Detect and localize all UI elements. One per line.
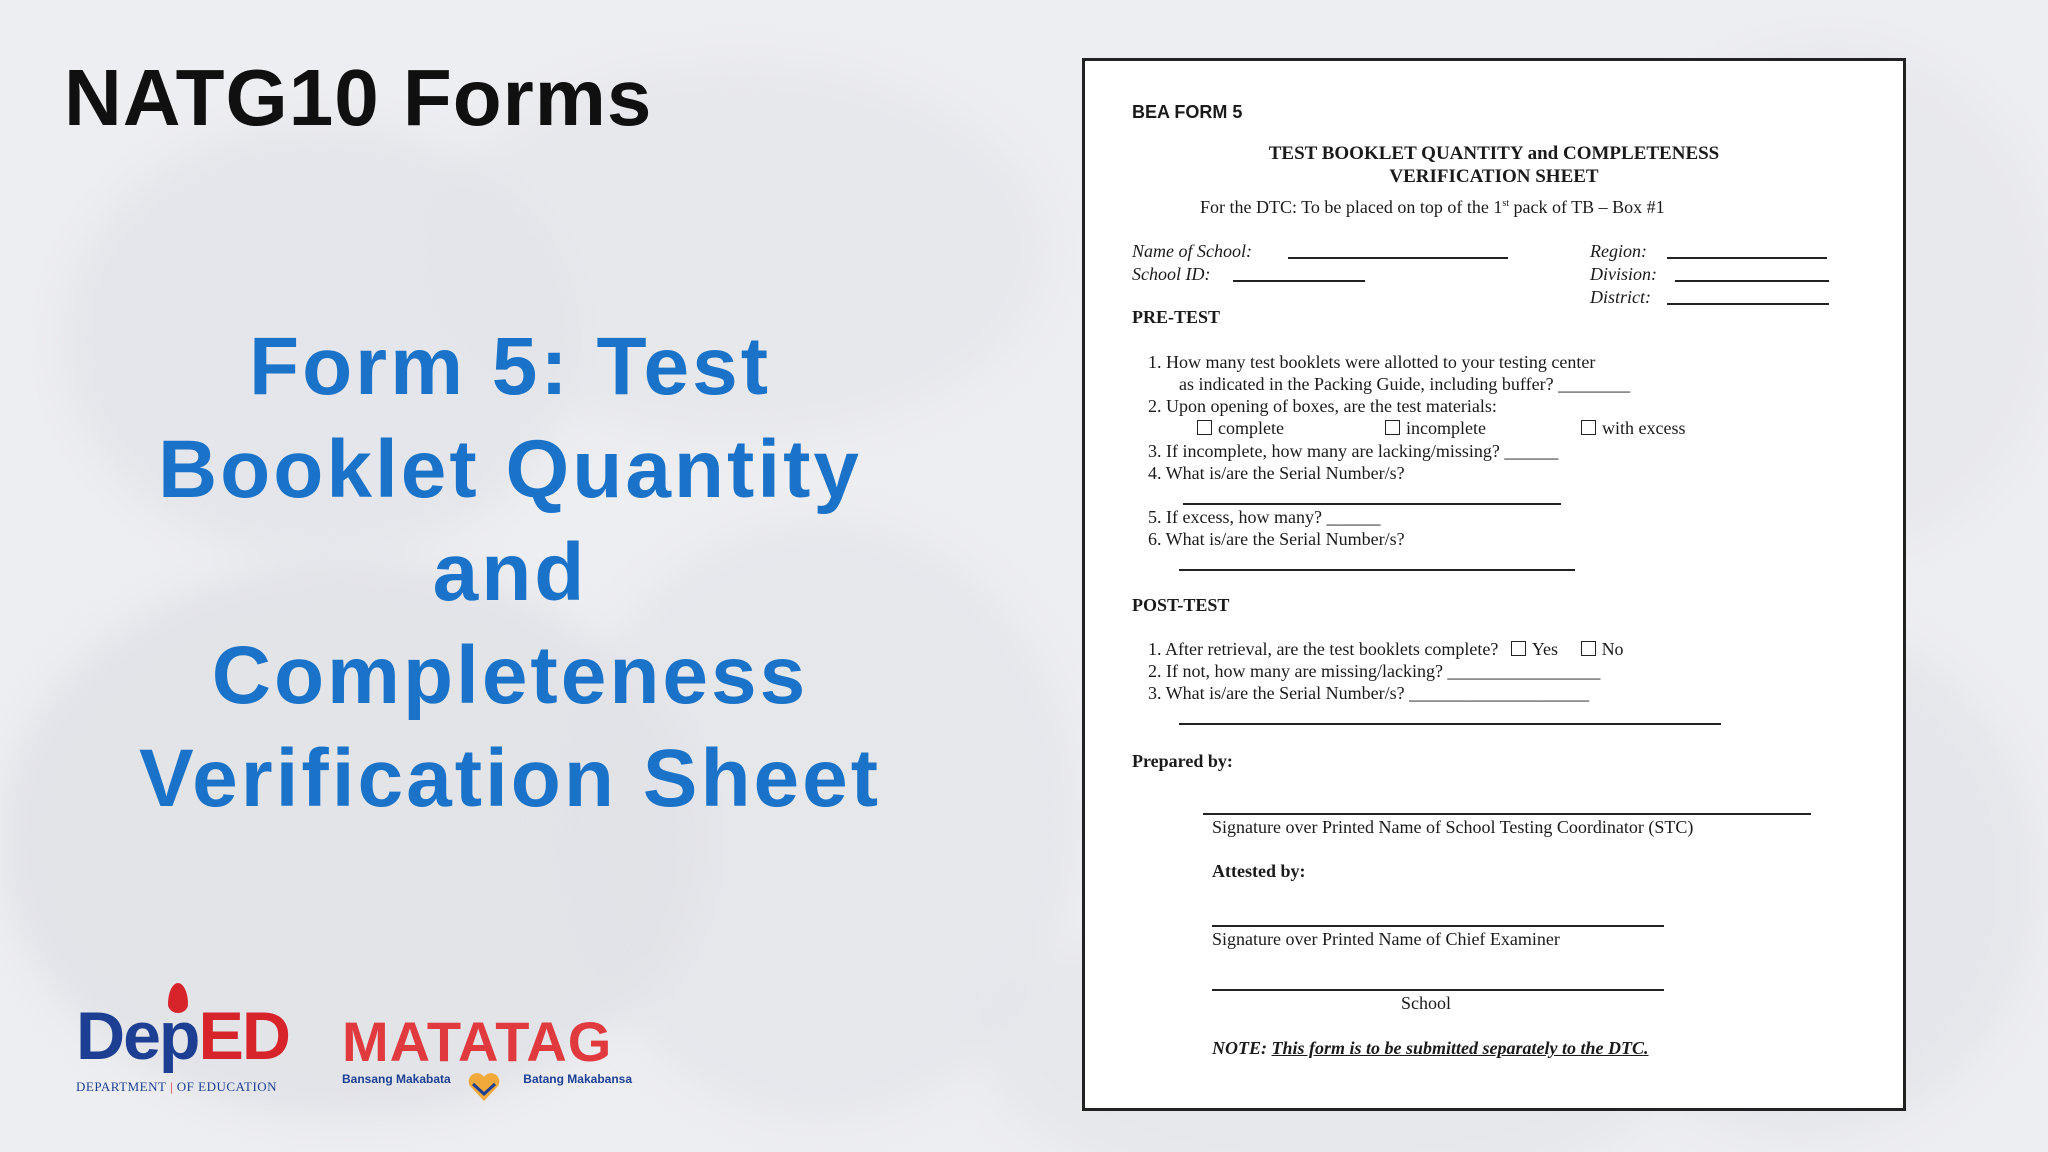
pre-test-question-3: 3. If incomplete, how many are lacking/missing? ______	[1148, 441, 1559, 461]
pre-test-question-1-cont: as indicated in the Packing Guide, including buffer? ________	[1179, 374, 1631, 394]
region-field[interactable]	[1667, 257, 1827, 259]
deped-logo: DepED DEPARTMENT | OF EDUCATION	[76, 985, 306, 1100]
heart-hands-icon	[467, 1070, 501, 1104]
document-title: VERIFICATION SHEET	[1389, 166, 1599, 187]
ce-signature-line[interactable]	[1212, 925, 1664, 927]
pre-test-question-5: 5. If excess, how many? ______	[1148, 507, 1381, 527]
pre-test-question-6: 6. What is/are the Serial Number/s?	[1148, 529, 1405, 549]
checkbox[interactable]	[1197, 420, 1212, 435]
slide-subtitle	[100, 315, 920, 830]
submission-note: NOTE: This form is to be submitted separately to the DTC.	[1212, 1038, 1649, 1058]
option-incomplete[interactable]: incomplete	[1385, 418, 1486, 439]
checkbox[interactable]	[1385, 420, 1400, 435]
checkbox-yes[interactable]	[1511, 641, 1526, 656]
attested-by-label: Attested by:	[1212, 861, 1306, 881]
post-test-heading: POST-TEST	[1132, 595, 1230, 615]
region-label: Region:	[1590, 241, 1647, 261]
pre-test-question-4: 4. What is/are the Serial Number/s?	[1148, 463, 1405, 483]
option-with-excess[interactable]: with excess	[1581, 418, 1685, 439]
school-id-label: School ID:	[1132, 264, 1211, 284]
bea-form-5-document	[1082, 58, 1906, 1111]
checkbox[interactable]	[1581, 420, 1596, 435]
district-label: District:	[1590, 287, 1651, 307]
pre-test-question-2: 2. Upon opening of boxes, are the test materials:	[1148, 396, 1497, 416]
pre-test-heading: PRE-TEST	[1132, 307, 1221, 327]
ce-signature-caption: Signature over Printed Name of Chief Examiner	[1212, 929, 1560, 949]
subtitle-line: Form 5: Test	[249, 321, 771, 412]
stc-signature-caption: Signature over Printed Name of School Testing Coordinator (STC)	[1212, 817, 1694, 837]
stc-signature-line[interactable]	[1203, 813, 1811, 815]
subtitle-line: and	[432, 527, 588, 618]
school-caption: School	[1401, 993, 1452, 1013]
post-test-question-1: 1. After retrieval, are the test booklets complete? Yes No	[1148, 639, 1624, 659]
instruction: For the DTC: To be placed on top of the 1st pack of TB – Box #1	[1200, 197, 1665, 217]
school-id-field[interactable]	[1233, 280, 1365, 282]
district-field[interactable]	[1667, 303, 1829, 305]
option-complete[interactable]: complete	[1197, 418, 1284, 439]
post-test-question-2: 2. If not, how many are missing/lacking? _________________	[1148, 661, 1601, 681]
serial-numbers-field[interactable]	[1183, 503, 1561, 505]
slide-title: NATG10 Forms	[64, 53, 653, 142]
matatag-logo: MATATAG Bansang Makabata Batang Makabansa	[342, 1012, 632, 1112]
post-test-serial-field[interactable]	[1179, 723, 1721, 725]
name-of-school-field[interactable]	[1288, 257, 1508, 259]
excess-serial-numbers-field[interactable]	[1179, 569, 1575, 571]
name-of-school-label: Name of School:	[1132, 241, 1252, 261]
subtitle-line: Verification Sheet	[138, 733, 882, 824]
division-field[interactable]	[1675, 280, 1829, 282]
document-title: TEST BOOKLET QUANTITY and COMPLETENESS	[1268, 143, 1720, 164]
subtitle-line: Booklet Quantity	[157, 424, 863, 515]
checkbox-no[interactable]	[1581, 641, 1596, 656]
subtitle-line: Completeness	[211, 630, 809, 721]
prepared-by-label: Prepared by:	[1132, 751, 1233, 771]
form-code: BEA FORM 5	[1132, 102, 1243, 122]
school-line[interactable]	[1212, 989, 1664, 991]
post-test-question-3: 3. What is/are the Serial Number/s? ____________________	[1148, 683, 1590, 703]
pre-test-question-1: 1. How many test booklets were allotted to your testing center	[1148, 352, 1596, 372]
division-label: Division:	[1590, 264, 1657, 284]
